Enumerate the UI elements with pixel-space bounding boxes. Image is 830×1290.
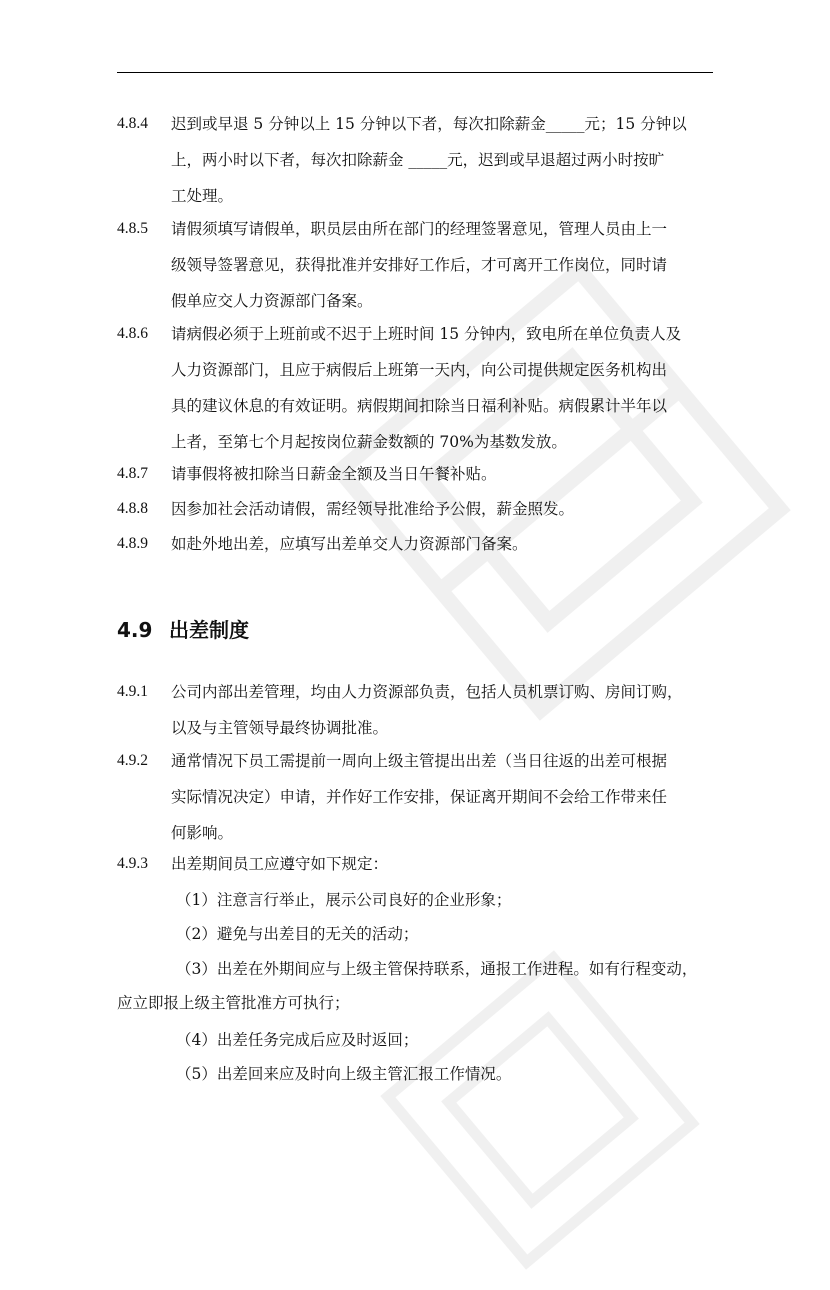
clause-number: 4.8.5 [117, 220, 148, 237]
rule-4: （4）出差任务完成后应及时返回； [176, 1031, 419, 1049]
clause-line: 出差期间员工应遵守如下规定： [171, 855, 389, 873]
clause-4-8-8 [117, 491, 717, 527]
clause-line: 假单应交人力资源部门备案。 [171, 292, 373, 310]
rule-3 [117, 952, 717, 1020]
clause-4-8-4 [117, 106, 717, 214]
clause-line: 请假须填写请假单，职员层由所在部门的经理签署意见，管理人员由上一 [171, 220, 668, 238]
clause-4-9-2 [117, 743, 717, 851]
rule-5: （5）出差回来应及时向上级主管汇报工作情况。 [176, 1065, 512, 1083]
clause-4-8-6 [117, 316, 717, 460]
rule-2: （2）避免与出差目的无关的活动； [176, 925, 419, 943]
clause-number: 4.8.9 [117, 535, 148, 552]
rule-3-line-1: （3）出差在外期间应与上级主管保持联系，通报工作进程。如有行程变动， [176, 960, 698, 978]
clause-4-8-5 [117, 211, 717, 319]
clause-4-8-7 [117, 456, 717, 492]
clause-line: 请事假将被扣除当日薪金全额及当日午餐补贴。 [171, 465, 497, 483]
clause-number: 4.9.3 [117, 855, 148, 872]
clause-number: 4.8.6 [117, 325, 148, 342]
clause-line: 何影响。 [171, 824, 234, 842]
clause-number: 4.9.1 [117, 683, 148, 700]
section-heading [117, 614, 249, 646]
clause-line: 上者，至第七个月起按岗位薪金数额的 70%为基数发放。 [171, 433, 567, 451]
clause-line: 工处理。 [171, 187, 234, 205]
rule-1: （1）注意言行举止，展示公司良好的企业形象； [176, 891, 512, 909]
clause-4-9-1 [117, 674, 717, 746]
clause-line: 上，两小时以下者，每次扣除薪金 _____元，迟到或早退超过两小时按旷 [171, 151, 665, 169]
clause-line: 迟到或早退 5 分钟以上 15 分钟以下者，每次扣除薪金_____元；15 分钟以 [171, 115, 687, 133]
clause-line: 人力资源部门，且应于病假后上班第一天内，向公司提供规定医务机构出 [171, 361, 668, 379]
clause-number: 4.8.4 [117, 115, 148, 132]
clause-line: 以及与主管领导最终协调批准。 [171, 719, 389, 737]
clause-line: 如赴外地出差，应填写出差单交人力资源部门备案。 [171, 535, 528, 553]
clause-number: 4.9.2 [117, 752, 148, 769]
section-number: 4.9 [117, 618, 153, 642]
clause-line: 请病假必须于上班前或不迟于上班时间 15 分钟内，致电所在单位负责人及 [171, 325, 682, 343]
clause-line: 公司内部出差管理，均由人力资源部负责，包括人员机票订购、房间订购， [171, 683, 683, 701]
clause-number: 4.8.8 [117, 500, 148, 517]
section-title: 出差制度 [169, 618, 249, 642]
clause-4-8-9 [117, 526, 717, 562]
clause-4-9-3 [117, 846, 717, 882]
header-rule [117, 72, 713, 73]
clause-line: 通常情况下员工需提前一周向上级主管提出出差（当日往返的出差可根据 [171, 752, 668, 770]
clause-line: 实际情况决定）申请，并作好工作安排，保证离开期间不会给工作带来任 [171, 788, 668, 806]
clause-line: 具的建议休息的有效证明。病假期间扣除当日福利补贴。病假累计半年以 [171, 397, 668, 415]
clause-line: 级领导签署意见，获得批准并安排好工作后，才可离开工作岗位，同时请 [171, 256, 668, 274]
clause-number: 4.8.7 [117, 465, 148, 482]
rule-3-line-2: 应立即报上级主管批准方可执行； [117, 994, 350, 1012]
clause-line: 因参加社会活动请假，需经领导批准给予公假，薪金照发。 [171, 500, 575, 518]
